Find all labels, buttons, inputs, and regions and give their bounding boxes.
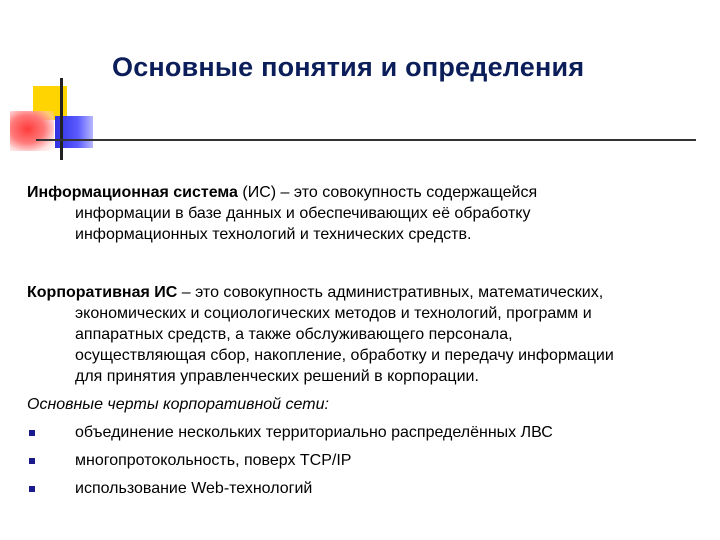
list-item bbox=[27, 479, 697, 507]
square-bullet-icon bbox=[29, 486, 35, 492]
slide-title: Основные понятия и определения bbox=[112, 52, 585, 82]
definition-line: информации в базе данных и обеспечивающих её обработку bbox=[75, 205, 531, 222]
definition-lead bbox=[27, 182, 697, 203]
definition-lead bbox=[27, 282, 697, 303]
definition-line: информационных технологий и технических средств. bbox=[75, 226, 472, 243]
definition-line: аппаратных средств, а также обслуживающего персонала, bbox=[75, 326, 513, 343]
decor-red-square bbox=[10, 111, 54, 151]
features-list bbox=[27, 423, 697, 507]
definition-first-line: (ИС) – это совокупность содержащейся bbox=[237, 184, 538, 201]
title-underline bbox=[36, 139, 696, 141]
list-item bbox=[27, 423, 697, 451]
features-heading: Основные черты корпоративной сети: bbox=[27, 396, 329, 413]
feature-text: многопротокольность, поверх TCP/IP bbox=[75, 452, 352, 469]
definition-term: Корпоративная ИС bbox=[27, 284, 178, 301]
feature-text: объединение нескольких территориально распределённых ЛВС bbox=[75, 424, 553, 441]
definition-line: экономических и социологических методов и технологий, программ и bbox=[75, 305, 592, 322]
decor-vertical-line bbox=[60, 78, 63, 160]
list-item bbox=[27, 451, 697, 479]
definition-term: Информационная система bbox=[27, 184, 238, 201]
square-bullet-icon bbox=[29, 430, 35, 436]
definition-line: для принятия управленческих решений в корпорации. bbox=[75, 368, 479, 385]
feature-text: использование Web-технологий bbox=[75, 480, 313, 497]
definition-line: осуществляющая сбор, накопление, обработку и передачу информации bbox=[75, 347, 614, 364]
definition-corporate-is bbox=[27, 282, 697, 387]
square-bullet-icon bbox=[29, 458, 35, 464]
definition-information-system bbox=[27, 182, 697, 245]
definition-first-line: – это совокупность административных, математических, bbox=[177, 284, 604, 301]
